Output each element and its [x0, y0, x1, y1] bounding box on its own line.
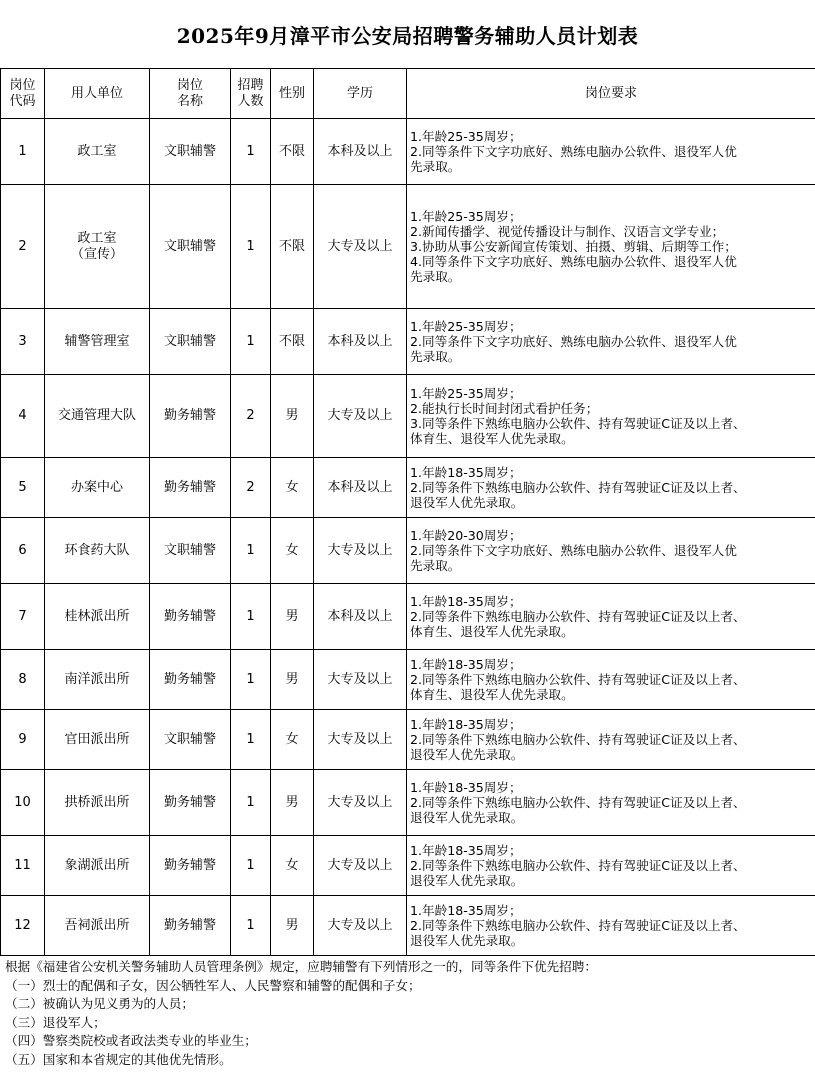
requirement-line: 1.年龄18-35周岁；	[410, 657, 522, 672]
notes-item: （二）被确认为见义勇为的人员；	[5, 996, 194, 1011]
cell-gender: 男	[271, 375, 314, 458]
cell-code: 11	[1, 836, 45, 896]
cell-gender: 男	[271, 650, 314, 710]
cell-post: 文职辅警	[150, 185, 231, 309]
notes-item: （五）国家和本省规定的其他优先情形。	[5, 1051, 232, 1067]
cell-code: 3	[1, 309, 45, 375]
notes-section	[5, 958, 813, 1069]
requirement-line: 1.年龄18-35周岁；	[410, 780, 522, 795]
unit-line: 吾祠派出所	[64, 917, 130, 933]
requirement-line: 1.年龄18-35周岁；	[410, 465, 522, 480]
cell-requirements	[407, 309, 815, 375]
table-row	[1, 770, 815, 836]
cell-education: 大专及以上	[314, 896, 407, 956]
requirement-line: 2.同等条件下熟练电脑办公软件、持有驾驶证C证及以上者、	[410, 609, 746, 624]
cell-post: 勤务辅警	[150, 584, 231, 650]
cell-count: 1	[231, 185, 271, 309]
header-requirements: 岗位要求	[407, 69, 815, 119]
unit-line: 办案中心	[70, 479, 123, 495]
cell-gender: 男	[271, 770, 314, 836]
unit-line: 官田派出所	[64, 731, 130, 747]
requirement-line: 退役军人优先录取。	[410, 747, 524, 762]
cell-education: 本科及以上	[314, 309, 407, 375]
cell-code: 9	[1, 710, 45, 770]
header-unit: 用人单位	[45, 69, 150, 119]
unit-line: 交通管理大队	[57, 408, 136, 423]
table-row	[1, 650, 815, 710]
unit-line: 南洋派出所	[64, 671, 130, 687]
cell-requirements	[407, 185, 815, 309]
cell-post: 勤务辅警	[150, 458, 231, 518]
unit-line: 政工室	[77, 230, 117, 246]
cell-unit	[45, 375, 150, 458]
requirement-line: 2.同等条件下文字功底好、熟练电脑办公软件、退役军人优	[410, 543, 737, 558]
cell-post: 文职辅警	[150, 518, 231, 584]
cell-requirements	[407, 458, 815, 518]
cell-unit	[45, 458, 150, 518]
cell-unit	[45, 836, 150, 896]
cell-code: 6	[1, 518, 45, 584]
header-education: 学历	[314, 69, 407, 119]
cell-gender: 女	[271, 518, 314, 584]
notes-intro: 根据《福建省公安机关警务辅助人员管理条例》规定，应聘辅警有下列情形之一的，同等条件下优先招聘：	[5, 959, 597, 974]
cell-unit	[45, 650, 150, 710]
requirement-line: 退役军人优先录取。	[410, 810, 524, 825]
unit-line: 拱桥派出所	[64, 794, 130, 810]
cell-code: 8	[1, 650, 45, 710]
cell-gender: 不限	[271, 309, 314, 375]
unit-line: 桂林派出所	[64, 608, 130, 624]
cell-gender: 不限	[271, 119, 314, 185]
cell-count: 1	[231, 518, 271, 584]
table-row	[1, 896, 815, 956]
cell-requirements	[407, 518, 815, 584]
requirement-line: 2.能执行长时间封闭式看护任务；	[410, 401, 599, 416]
cell-unit	[45, 309, 150, 375]
cell-count: 1	[231, 896, 271, 956]
cell-unit	[45, 119, 150, 185]
requirement-line: 退役军人优先录取。	[410, 495, 524, 510]
table-row	[1, 375, 815, 458]
cell-gender: 男	[271, 584, 314, 650]
cell-unit	[45, 770, 150, 836]
cell-gender: 女	[271, 836, 314, 896]
unit-line: 象湖派出所	[64, 857, 130, 873]
unit-line: （宣传）	[70, 246, 123, 262]
cell-count: 1	[231, 710, 271, 770]
cell-count: 1	[231, 770, 271, 836]
cell-unit	[45, 518, 150, 584]
cell-requirements	[407, 770, 815, 836]
requirement-line: 1.年龄25-35周岁；	[410, 386, 522, 401]
requirement-line: 先录取。	[410, 349, 461, 364]
cell-requirements	[407, 896, 815, 956]
table-row	[1, 458, 815, 518]
cell-education: 大专及以上	[314, 518, 407, 584]
cell-count: 1	[231, 650, 271, 710]
cell-count: 1	[231, 309, 271, 375]
cell-requirements	[407, 375, 815, 458]
cell-post: 文职辅警	[150, 119, 231, 185]
requirement-line: 退役军人优先录取。	[410, 933, 524, 948]
requirement-line: 先录取。	[410, 558, 461, 573]
requirement-line: 2.同等条件下熟练电脑办公软件、持有驾驶证C证及以上者、	[410, 858, 746, 873]
requirement-line: 1.年龄25-35周岁；	[410, 319, 522, 334]
unit-line: 环食药大队	[64, 542, 130, 558]
table-header-row	[1, 69, 815, 119]
header-count: 招聘 人数	[231, 69, 271, 119]
table-row	[1, 836, 815, 896]
page-title: 2025年9月漳平市公安局招聘警务辅助人员计划表	[176, 23, 639, 48]
cell-code: 7	[1, 584, 45, 650]
cell-requirements	[407, 584, 815, 650]
requirement-line: 2.同等条件下熟练电脑办公软件、持有驾驶证C证及以上者、	[410, 480, 746, 495]
header-gender: 性别	[271, 69, 314, 119]
cell-post: 勤务辅警	[150, 770, 231, 836]
cell-education: 大专及以上	[314, 770, 407, 836]
cell-unit	[45, 896, 150, 956]
notes-item: （一）烈士的配偶和子女，因公牺牲军人、人民警察和辅警的配偶和子女；	[5, 977, 421, 993]
table-row	[1, 584, 815, 650]
requirement-line: 4.同等条件下文字功底好、熟练电脑办公软件、退役军人优	[410, 254, 737, 269]
header-code: 岗位 代码	[1, 69, 45, 119]
cell-gender: 不限	[271, 185, 314, 309]
cell-education: 大专及以上	[314, 836, 407, 896]
cell-count: 2	[231, 458, 271, 518]
cell-code: 12	[1, 896, 45, 956]
cell-count: 2	[231, 375, 271, 458]
requirement-line: 体育生、退役军人优先录取。	[410, 624, 574, 639]
requirement-line: 1.年龄25-35周岁；	[410, 209, 522, 224]
cell-gender: 女	[271, 710, 314, 770]
requirement-line: 2.新闻传播学、视觉传播设计与制作、汉语言文学专业；	[410, 224, 725, 239]
cell-count: 1	[231, 584, 271, 650]
cell-post: 文职辅警	[150, 309, 231, 375]
requirement-line: 2.同等条件下熟练电脑办公软件、持有驾驶证C证及以上者、	[410, 732, 746, 747]
notes-item: （三）退役军人；	[5, 1014, 106, 1030]
table-row	[1, 518, 815, 584]
notes-item: （四）警察类院校或者政法类专业的毕业生；	[5, 1033, 257, 1048]
cell-post: 勤务辅警	[150, 650, 231, 710]
cell-code: 2	[1, 185, 45, 309]
requirement-line: 先录取。	[410, 269, 461, 284]
cell-code: 10	[1, 770, 45, 836]
cell-requirements	[407, 119, 815, 185]
cell-education: 大专及以上	[314, 185, 407, 309]
cell-gender: 女	[271, 458, 314, 518]
requirement-line: 1.年龄18-35周岁；	[410, 843, 522, 858]
cell-education: 大专及以上	[314, 710, 407, 770]
requirement-line: 1.年龄18-35周岁；	[410, 594, 522, 609]
cell-education: 本科及以上	[314, 458, 407, 518]
unit-line: 辅警管理室	[64, 333, 130, 349]
requirement-line: 1.年龄25-35周岁；	[410, 129, 522, 144]
cell-code: 1	[1, 119, 45, 185]
cell-requirements	[407, 650, 815, 710]
cell-requirements	[407, 836, 815, 896]
cell-post: 文职辅警	[150, 710, 231, 770]
requirement-line: 2.同等条件下熟练电脑办公软件、持有驾驶证C证及以上者、	[410, 795, 746, 810]
table-row	[1, 710, 815, 770]
requirement-line: 3.协助从事公安新闻宣传策划、拍摄、剪辑、后期等工作；	[410, 239, 737, 254]
recruitment-table	[0, 68, 815, 956]
requirement-line: 2.同等条件下文字功底好、熟练电脑办公软件、退役军人优	[410, 144, 737, 159]
requirement-line: 体育生、退役军人优先录取。	[410, 687, 574, 702]
requirement-line: 退役军人优先录取。	[410, 873, 524, 888]
cell-gender: 男	[271, 896, 314, 956]
requirement-line: 3.同等条件下熟练电脑办公软件、持有驾驶证C证及以上者、	[410, 416, 746, 431]
cell-post: 勤务辅警	[150, 375, 231, 458]
table-row	[1, 119, 815, 185]
requirement-line: 体育生、退役军人优先录取。	[410, 431, 574, 446]
requirement-line: 1.年龄18-35周岁；	[410, 717, 522, 732]
requirement-line: 2.同等条件下熟练电脑办公软件、持有驾驶证C证及以上者、	[410, 672, 746, 687]
cell-education: 本科及以上	[314, 584, 407, 650]
cell-count: 1	[231, 836, 271, 896]
cell-unit	[45, 185, 150, 309]
table-row	[1, 185, 815, 309]
requirement-line: 2.同等条件下熟练电脑办公软件、持有驾驶证C证及以上者、	[410, 918, 746, 933]
requirement-line: 1.年龄20-30周岁；	[410, 528, 522, 543]
cell-code: 5	[1, 458, 45, 518]
table-row	[1, 309, 815, 375]
cell-post: 勤务辅警	[150, 836, 231, 896]
cell-education: 大专及以上	[314, 375, 407, 458]
cell-requirements	[407, 710, 815, 770]
cell-education: 大专及以上	[314, 650, 407, 710]
cell-unit	[45, 584, 150, 650]
cell-post: 勤务辅警	[150, 896, 231, 956]
header-post: 岗位 名称	[150, 69, 231, 119]
cell-education: 本科及以上	[314, 119, 407, 185]
cell-count: 1	[231, 119, 271, 185]
unit-line: 政工室	[77, 143, 117, 159]
requirement-line: 2.同等条件下文字功底好、熟练电脑办公软件、退役军人优	[410, 334, 737, 349]
requirement-line: 1.年龄18-35周岁；	[410, 903, 522, 918]
cell-code: 4	[1, 375, 45, 458]
cell-unit	[45, 710, 150, 770]
requirement-line: 先录取。	[410, 159, 461, 174]
